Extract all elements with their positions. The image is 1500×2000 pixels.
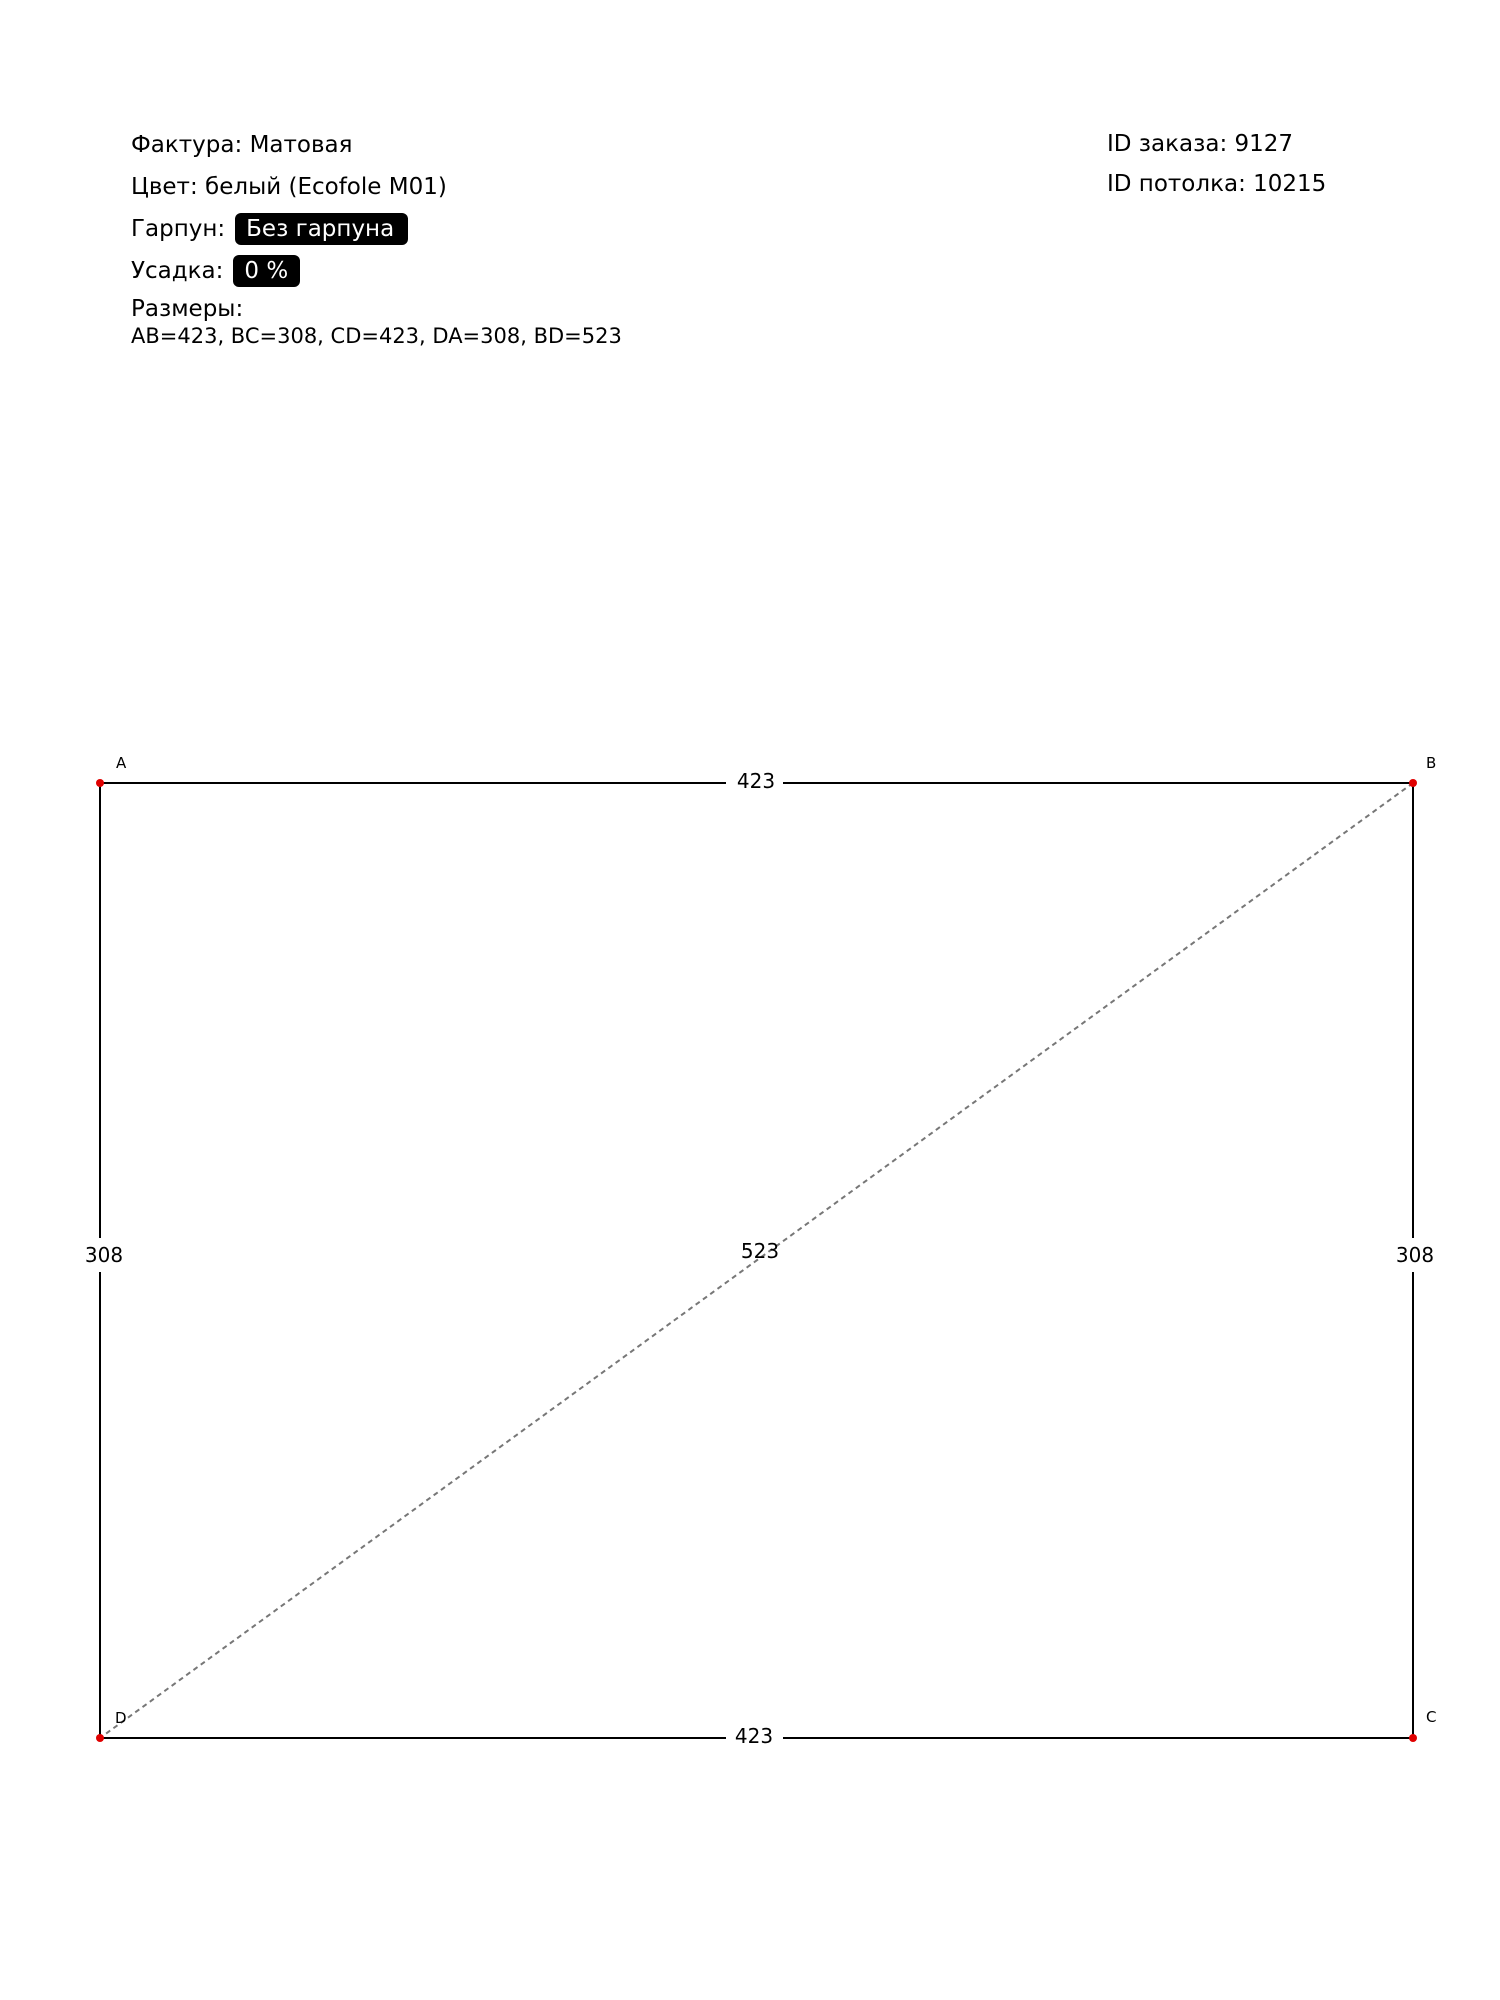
harpoon-badge: Без гарпуна: [235, 213, 408, 245]
sizes-label: Размеры:: [131, 295, 244, 322]
vertex-label-d: D: [115, 1709, 127, 1727]
vertex-label-b: B: [1426, 754, 1437, 772]
dimension-bd: 523: [740, 1239, 780, 1263]
dimension-da: 308: [84, 1243, 124, 1267]
texture-value: Матовая: [249, 131, 353, 158]
vertex-point-a: [96, 779, 104, 787]
order-id-value: 9127: [1234, 131, 1294, 157]
vertex-point-b: [1409, 779, 1417, 787]
vertex-point-d: [96, 1734, 104, 1742]
vertex-label-a: A: [116, 754, 127, 772]
vertex-label-c: C: [1426, 1708, 1437, 1726]
vertex-point-c: [1409, 1734, 1417, 1742]
sizes-list: AB=423, BC=308, CD=423, DA=308, BD=523: [131, 324, 622, 348]
harpoon-label: Гарпун:: [131, 215, 226, 242]
color-label: Цвет:: [131, 173, 198, 200]
dimension-cd: 423: [734, 1724, 774, 1748]
ceiling-id-value: 10215: [1253, 171, 1327, 197]
shrink-label: Усадка:: [131, 257, 224, 284]
ceiling-id-label: ID потолка:: [1107, 171, 1246, 197]
shrink-badge: 0 %: [233, 255, 300, 287]
dimension-bc: 308: [1395, 1243, 1435, 1267]
texture-label: Фактура:: [131, 131, 243, 158]
color-value: белый (Ecofole M01): [205, 173, 447, 200]
dimension-ab: 423: [736, 769, 776, 793]
order-id-label: ID заказа:: [1107, 131, 1228, 157]
